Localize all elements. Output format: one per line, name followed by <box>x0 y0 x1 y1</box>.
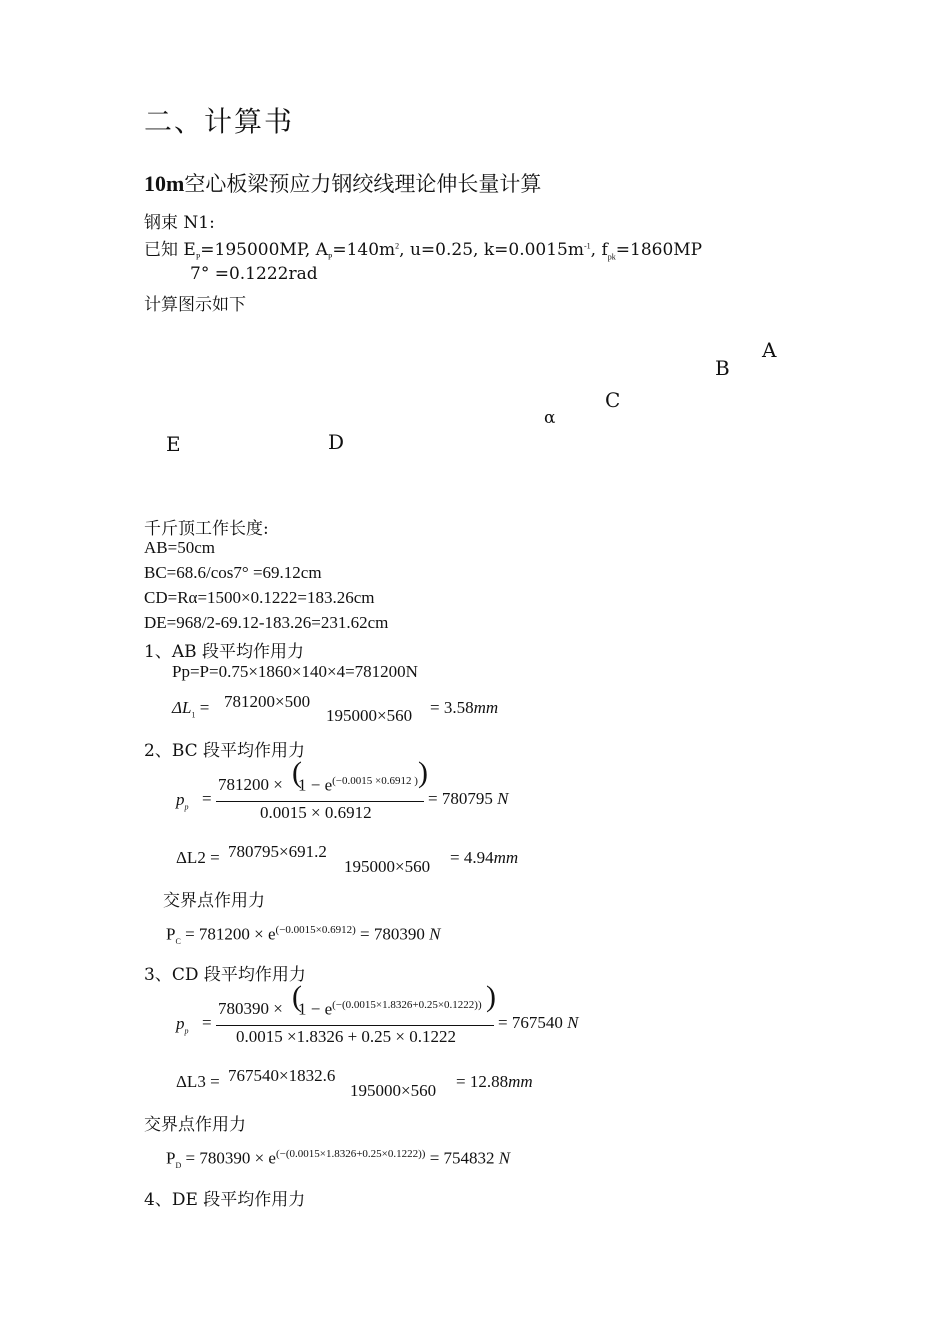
section-2-elongation-unit: mm <box>493 848 519 867</box>
section-3-numerator-a: 780390 × <box>218 999 283 1018</box>
section-2-heading: 2、BC 段平均作用力 <box>144 741 306 761</box>
ap-value: =140m <box>332 240 396 260</box>
section-1-denominator: 195000×560 <box>326 706 413 725</box>
section-2-elongation-numerator: 780795×691.2 <box>228 842 327 861</box>
section-3-denominator: 0.0015 ×1.8326 + 0.25 × 0.1222 <box>236 1027 457 1046</box>
friction-values: , u=0.25, k=0.0015m <box>399 240 584 260</box>
section-2-elongation-lhs: ΔL2 = <box>176 848 220 867</box>
pc-exponent: (−0.0015×0.6912) <box>275 924 356 936</box>
pc-unit: N <box>429 924 441 944</box>
section-3-elongation-result <box>456 1072 533 1092</box>
section-1-unit: mm <box>473 698 499 717</box>
section-3-result <box>498 1013 578 1033</box>
section-2-result <box>428 789 508 809</box>
section-2-denominator: 0.0015 × 0.6912 <box>260 803 372 822</box>
section-3-unit: N <box>567 1013 579 1032</box>
pd-result: = 754832 <box>429 1148 495 1168</box>
point-a-label: A <box>762 338 777 362</box>
point-b-label: B <box>715 356 730 380</box>
ep-value: =195000MP, A <box>200 240 328 260</box>
section-3-heading: 3、CD 段平均作用力 <box>144 965 306 985</box>
section-2-elongation-value: = 4.94 <box>450 848 494 867</box>
pc-rhs: = 781200 × e <box>185 924 276 944</box>
pc-subscript: C <box>175 937 181 947</box>
ap-superscript: 2 <box>395 241 400 251</box>
section-3-node-caption: 交界点作用力 <box>144 1115 246 1135</box>
section-2-exponent: (−0.0015 ×0.6912 ) <box>332 775 418 787</box>
section-2-node-caption: 交界点作用力 <box>163 891 265 911</box>
section-3-exp-base: 1 − e <box>298 999 333 1019</box>
ap-subscript: P <box>327 252 333 262</box>
section-3-elongation-value: = 12.88 <box>456 1072 509 1091</box>
length-de: DE=968/2-69.12-183.26=231.62cm <box>144 613 389 632</box>
length-ab: AB=50cm <box>144 538 215 557</box>
section-3-node-force <box>166 1148 510 1170</box>
pd-rhs: = 780390 × e <box>185 1148 276 1168</box>
section-3-elongation-denominator: 195000×560 <box>350 1081 437 1100</box>
section-3-elongation-numerator: 767540×1832.6 <box>228 1066 336 1085</box>
title-bold: 10m <box>144 171 185 196</box>
section-2-numerator-a: 781200 × <box>218 775 283 794</box>
section-1-force: Pp=P=0.75×1860×140×4=781200N <box>172 662 418 681</box>
section-2-elongation-denominator: 195000×560 <box>344 857 431 876</box>
pd-unit: N <box>498 1148 511 1168</box>
section-2-p-subscript: p <box>184 802 189 812</box>
section-3-p-subscript: p <box>184 1026 189 1036</box>
section-1-result <box>430 698 498 718</box>
pc-symbol: P <box>166 924 176 944</box>
delta-l1-symbol: ΔL <box>172 698 192 717</box>
section-2-equals: = <box>202 789 212 808</box>
point-c-label: C <box>605 388 621 412</box>
title-text: 空心板梁预应力钢绞线理论伸长量计算 <box>184 172 542 196</box>
pd-symbol: P <box>166 1148 176 1168</box>
known-parameters <box>144 235 702 261</box>
tendon-label: 钢束 N1: <box>144 213 215 233</box>
fpk-value: =1860MP <box>615 240 703 260</box>
section-3-elongation-lhs: ΔL3 = <box>176 1072 220 1091</box>
section-2-unit: N <box>497 789 509 808</box>
section-3-numerator-b <box>298 999 482 1020</box>
length-cd: CD=Rα=1500×0.1222=183.26cm <box>144 588 375 607</box>
section-2-node-force <box>166 924 440 946</box>
section-3-exponent: (−(0.0015×1.8326+0.25×0.1222)) <box>332 999 482 1011</box>
document-title <box>144 168 541 198</box>
section-2-result-value: = 780795 <box>428 789 493 808</box>
alpha-label: α <box>544 408 556 428</box>
section-1-heading: 1、AB 段平均作用力 <box>144 642 304 662</box>
k-superscript: -1 <box>583 241 591 251</box>
point-e-label: E <box>166 432 181 456</box>
delta-l1-subscript: 1 <box>191 710 196 720</box>
fpk-prefix: , f <box>590 240 608 260</box>
length-bc: BC=68.6/cos7° =69.12cm <box>144 563 322 582</box>
section-2-close-paren: ) <box>418 756 428 789</box>
section-2-numerator-b <box>298 775 418 796</box>
fpk-subscript: pk <box>607 252 616 262</box>
pc-result: = 780390 <box>360 924 425 944</box>
section-3-result-value: = 767540 <box>498 1013 563 1032</box>
section-3-p-symbol: p <box>176 1014 185 1033</box>
diagram-caption: 计算图示如下 <box>144 295 246 315</box>
section-2-open-paren: ( <box>292 756 302 789</box>
section-3-open-paren: ( <box>292 980 302 1013</box>
known-prefix: 已知 E <box>144 240 196 260</box>
section-3-close-paren: ) <box>486 980 496 1013</box>
jack-caption: 千斤顶工作长度: <box>144 519 269 539</box>
section-2-lhs <box>176 790 189 811</box>
angle-value: 7° =0.1222rad <box>190 264 318 284</box>
section-4-heading: 4、DE 段平均作用力 <box>144 1190 306 1210</box>
section-1-numerator: 781200×500 <box>224 692 311 711</box>
page-heading: 二、计算书 <box>144 105 295 138</box>
pd-exponent: (−(0.0015×1.8326+0.25×0.1222)) <box>275 1148 426 1160</box>
point-d-label: D <box>328 430 345 454</box>
section-2-exp-base: 1 − e <box>298 775 333 795</box>
section-1-result-value: = 3.58 <box>430 698 474 717</box>
section-2-elongation-result <box>450 848 518 868</box>
section-1-elongation: $\Delta L_1$ = <box>172 698 210 720</box>
pd-subscript: D <box>175 1161 182 1171</box>
ep-subscript: P <box>195 252 201 262</box>
section-2-p-symbol: p <box>176 790 185 809</box>
section-3-lhs <box>176 1014 189 1035</box>
section-3-equals: = <box>202 1013 212 1032</box>
section-3-elongation-unit: mm <box>508 1072 533 1091</box>
